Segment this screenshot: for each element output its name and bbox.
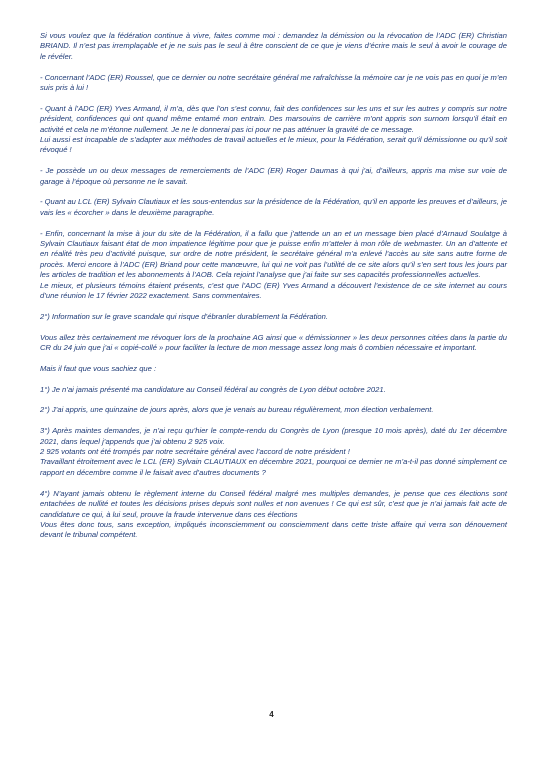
point-1	[40, 385, 507, 395]
paragraph-line: 4°) N’ayant jamais obtenu le règlement interne du Conseil fédéral malgré mes multiples demandes, je pense que ces élections sont entachées de nullité et toutes les décisions prises depuis sont nulles et non avenues ! Ce qui est sûr, c’est que je n’ai jamais fait acte de candidature ce qui, à lui seul, prouve la fraude intervenue dans ces élections	[40, 488, 507, 519]
paragraph-daumas	[40, 166, 507, 187]
paragraph-line: Mais il faut que vous sachiez que :	[40, 363, 157, 373]
paragraph-roussel	[40, 73, 507, 94]
paragraph-line: - Quant au LCL (ER) Sylvain Clautiaux et les sous-entendus sur la présidence de la Fédération, qu’il en apporte les preuves et d’ailleurs, je vais les « écorcher » dans le deuxième paragraphe.	[40, 197, 507, 217]
paragraph-line: Vous allez très certainement me révoquer lors de la prochaine AG ainsi que « démissionner » les deux personnes citées dans la partie du CR du 24 juin que j’ai « copié-collé » pour faciliter la lecture de mon message assez long mais ô combien nécessaire et important.	[40, 332, 507, 353]
paragraph-ag	[40, 333, 507, 354]
paragraph-line: Vous êtes donc tous, sans exception, impliqués inconsciemment ou consciemment dans cette triste affaire qui verra son dénouement devant le tribunal compétent.	[40, 519, 507, 540]
paragraph-clautiaux	[40, 197, 507, 218]
paragraph-intro	[40, 31, 507, 62]
section-heading-2	[40, 312, 507, 322]
paragraph-line: Travaillant étroitement avec le LCL (ER) Sylvain CLAUTIAUX en décembre 2021, pourquoi ce dernier ne m’a-t-il pas donné simplement ce rapport en décembre comme il le faisait avec d’autres documents ?	[40, 457, 507, 477]
paragraph-line: 2°) J’ai appris, une quinzaine de jours après, alors que je venais au bureau régulièrement, mon élection verbalement.	[40, 405, 434, 415]
point-3	[40, 426, 507, 478]
paragraph-line: - Je possède un ou deux messages de remerciements de l’ADC (ER) Roger Daumas à qui j’ai, d’ailleurs, appris ma mise sur voie de garage à l’époque où personne ne le savait.	[40, 166, 507, 186]
paragraph-line: - Quant à l’ADC (ER) Yves Armand, il m’a, dès que l’on s’est connu, fait des confidences sur les uns et sur les autres y compris sur notre président, confidences qui ont quand même entamé mon entrain. Des marsouins de carrière m’ont appris son surnom lorsqu’il était en activité et cela ne m’étonne nullement. Je ne le donnerai pas ici pour ne pas atténuer la gravité de ce message.	[40, 103, 507, 134]
paragraph-website	[40, 229, 507, 302]
paragraph-line: Lui aussi est incapable de s’adapter aux méthodes de travail actuelles et le mieux, pour la Fédération, serait qu’il démissionne ou qu’il soit révoqué !	[40, 135, 507, 155]
point-2	[40, 405, 507, 415]
document-body	[40, 31, 507, 551]
point-4	[40, 489, 507, 541]
paragraph-line: Si vous voulez que la fédération continue à vivre, faites comme moi : demandez la démission ou la révocation de l’ADC (ER) Christian BRIAND. Il n’est pas irremplaçable et je ne suis pas le seul à être conscient de ce que je viens d’écrire mais le seul à avoir le courage de le révéler.	[40, 31, 507, 61]
paragraph-sachiez	[40, 364, 507, 374]
paragraph-line: - Concernant l’ADC (ER) Roussel, que ce dernier ou notre secrétaire général me rafraîchisse la mémoire car je ne vois pas en quoi je m’en suis pris à lui !	[40, 72, 507, 93]
paragraph-line: 2 925 votants ont été trompés par notre secrétaire général avec l’accord de notre président !	[40, 447, 350, 457]
paragraph-line: 2°) Information sur le grave scandale qui risque d’ébranler durablement la Fédération.	[40, 311, 328, 321]
paragraph-line: 3°) Après maintes demandes, je n’ai reçu qu’hier le compte-rendu du Congrès de Lyon (presque 10 mois après), daté du 1er décembre 2021, dans lequel j’appends que j’ai obtenu 2 925 voix.	[40, 426, 507, 446]
paragraph-line: 1°) Je n’ai jamais présenté ma candidature au Conseil fédéral au congrès de Lyon début octobre 2021.	[40, 384, 386, 394]
page-number: 4	[269, 710, 274, 719]
paragraph-line: Le mieux, et plusieurs témoins étaient présents, c’est que l’ADC (ER) Yves Armand a découvert l’existence de ce site internet au cours d’une réunion le 17 février 2022 exactement. Sans commentaires.	[40, 280, 507, 301]
paragraph-armand	[40, 104, 507, 156]
paragraph-line: - Enfin, concernant la mise à jour du site de la Fédération, il a fallu que j’attende un an et un message bien placé d’Arnaud Soulatge à Sylvain Clautiaux faisant état de mon impatience légitime pour que je puisse enfin m’atteler à mon rôle de webmaster. Un an d’attente et en réalité très peu d’activité puisque, sur ordre de notre président, le secrétaire général m’a enlevé l’accès au site sans autre forme de procès. Merci encore à l’ADC (ER) Briand pour cette manœuvre, lui qui ne voit pas l’utilité de ce site alors qu’il s’en sert tous les jours par les articles de tradition et les abonnements à l’AOB. Cela rejoint l’analyse que j’ai faite sur ses capacités professionnelles actuelles.	[40, 228, 507, 280]
